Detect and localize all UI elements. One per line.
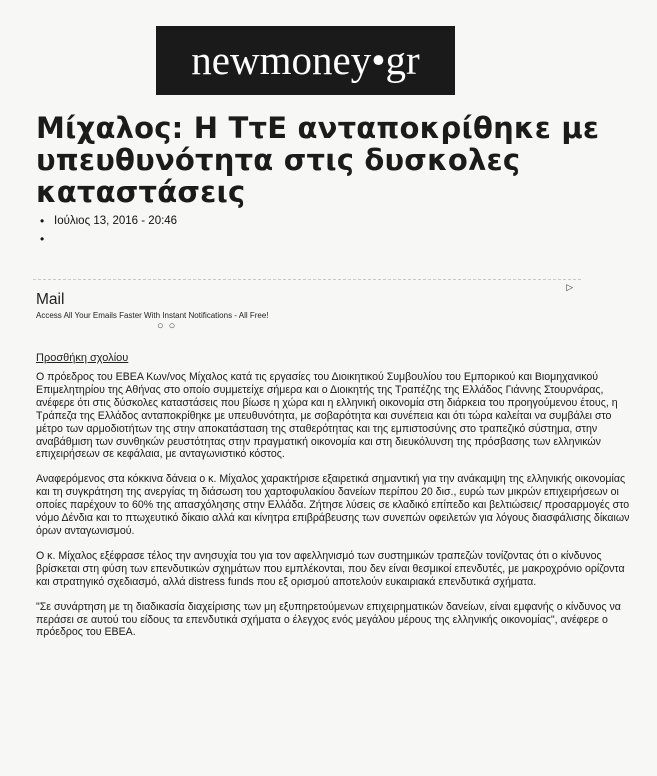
article-date: • Ιούλιος 13, 2016 - 20:46	[40, 212, 440, 230]
newmoney-logo[interactable]: newmoney•gr	[156, 26, 455, 95]
add-comment-link[interactable]: Προσθήκη σχολίου	[36, 352, 129, 364]
advertisement-banner[interactable]	[33, 279, 581, 322]
ad-title[interactable]: Mail	[36, 291, 65, 308]
article-meta	[40, 212, 440, 248]
article-paragraph: Ο κ. Μίχαλος εξέφρασε τέλος την ανησυχία του για τον αφελληνισμό των συστημικών τραπεζών τονίζοντας ότι ο κίνδυνος βρίσκεται στη φύση των επενδυτικών σχημάτων που εμπλέκονται, που δεν είναι θεσμικοί επενδυτές, με μακροχρόνιο ορίζοντα και στρατηγικό σχεδιασμό, αλλά distress funds που εξ ορισμού αποτελούν ευκαιριακά επενδυτικά σχήματα.	[36, 549, 625, 588]
carousel-dots[interactable]: ○○	[157, 320, 181, 332]
article-paragraph: "Σε συνάρτηση με τη διαδικασία διαχείρισης των μη εξυπηρετούμενων επιχειρηματικών δανείων, είναι εμφανής ο κίνδυνος να περάσει σε αυτού του είδους τα επενδυτικά σχήματα ο έλεγχος ενός μεγάλου μέρους της ελληνικής οικονομίας", ανέφερε ο πρόεδρος του ΕΒΕΑ.	[36, 600, 621, 639]
ad-subtitle[interactable]: Access All Your Emails Faster With Instant Notifications - All Free!	[36, 311, 269, 320]
article-paragraph: Ο πρόεδρος του ΕΒΕΑ Κων/νος Μίχαλος κατά τις εργασίες του Διοικητικού Συμβουλίου του Εμπορικού και Βιομηχανικού Επιμελητηρίου της Αθήνας στο οποίο συμμετείχε σήμερα και ο Διοικητής της Τραπέζης της Ελλάδος Γιάννης Στουρνάρας, ανέφερε ότι στις δύσκολες καταστάσεις που βίωσε η χώρα και η ελληνική οικονομία στη διάρκεια του προηγούμενου έτους, η Τράπεζα της Ελλάδος ανταποκρίθηκε με υπευθυνότητα, με σοβαρότητα και συνέπεια και ότι τώρα καλείται να συμβάλει στο μέτρο των αρμοδιοτήτων της στην αποκατάσταση της σταθερότητας και της εμπιστοσύνης στο τραπεζικό σύστημα, στην αναβάθμιση των συνθηκών ρευστότητας στην πραγματική οικονομία και στη διευκόλυνση της πρόσβασης των ελληνικών επιχειρήσεων σε κεφάλαια, με ανταγωνιστικό κόστος.	[36, 371, 618, 461]
article-paragraph: Αναφερόμενος στα κόκκινα δάνεια ο κ. Μίχαλος χαρακτήρισε εξαιρετικά σημαντική για την ανάκαμψη της ελληνικής οικονομίας και τη συγκράτηση της ανεργίας τη διάσωση του χαρτοφυλακίου δανείων περίπου 20 δισ., ευρώ των μικρών επιχειρήσεων οι οποίες παρέχουν το 60% της απασχόλησης στην Ελλάδα. Ζήτησε λύσεις σε κλαδικό επίπεδο και βελτιώσεις/ προσαρμογές στο νόμο Δένδια και το πτωχευτικό δίκαιο αλλά και κίνητρα επιβράβευσης των συνεπών οφειλετών για λόγους διασφάλισης δίκαιων όρων ανταγωνισμού.	[36, 473, 630, 537]
empty-meta-item	[40, 230, 440, 248]
ad-choices-icon[interactable]: ▷	[566, 282, 573, 292]
article-body	[36, 371, 636, 651]
article-title: Μίχαλος: Η ΤτΕ ανταποκρίθηκε με υπευθυνότητα στις δυσκολες καταστάσεις	[36, 111, 600, 209]
